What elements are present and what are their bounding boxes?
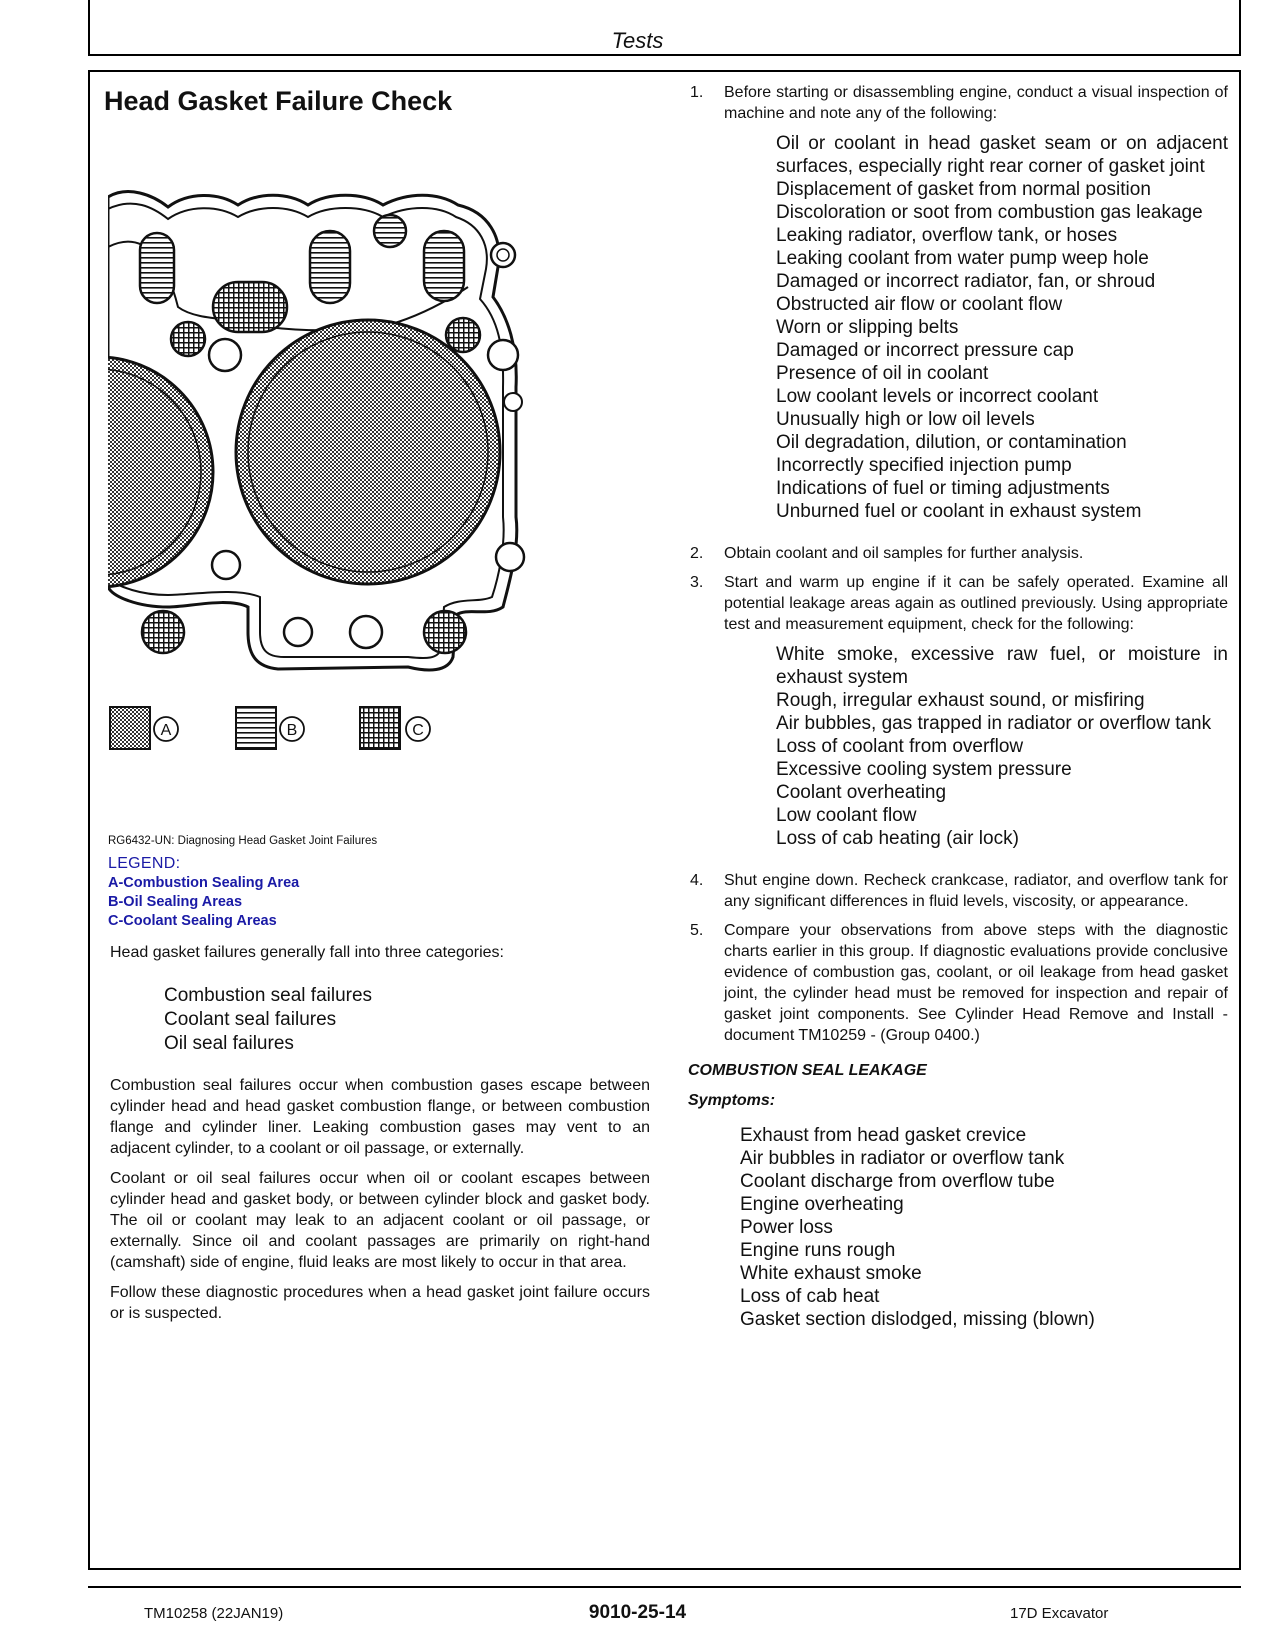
category-item: Coolant seal failures: [164, 1009, 337, 1030]
step-number: 2.: [690, 545, 704, 562]
checklist-item: Incorrectly specified injection pump: [776, 455, 1072, 476]
swatch-a: [110, 707, 178, 749]
swatch-c-label: C: [412, 722, 424, 739]
checklist-item: Indications of fuel or timing adjustments: [776, 478, 1110, 499]
symptom-item: Power loss: [740, 1217, 833, 1238]
step-2: [688, 543, 1228, 564]
checklist-item: Low coolant flow: [776, 805, 917, 826]
category-item: Combustion seal failures: [164, 985, 373, 1006]
step-number: 5.: [690, 922, 704, 939]
checklist-item: Unusually high or low oil levels: [776, 409, 1035, 430]
checklist-item: Unburned fuel or coolant in exhaust system: [776, 501, 1142, 522]
legend-item-b: B-Oil Sealing Areas: [108, 894, 243, 910]
step-text: Compare your observations from above steps with the diagnostic charts earlier in this group. If diagnostic evaluations provide conclusive evidence of combustion gas, coolant, or oil leakage from head gasket joint, the cylinder head must be removed for inspection and repair of gasket joint components. See Cylinder Head Remove and Install - document TM10259 - (Group 0400.): [724, 922, 1228, 1044]
symptom-item: Loss of cab heat: [740, 1286, 880, 1307]
combustion-seal-heading: COMBUSTION SEAL LEAKAGE: [688, 1062, 927, 1079]
footer-doc-id: TM10258 (22JAN19): [144, 1605, 284, 1622]
symptom-item: Air bubbles in radiator or overflow tank: [740, 1148, 1065, 1169]
checklist-item: Low coolant levels or incorrect coolant: [776, 386, 1099, 407]
checklist-item: Obstructed air flow or coolant flow: [776, 294, 1063, 315]
paragraph-coolant-oil: Coolant or oil seal failures occur when oil or coolant escapes between cylinder head and gasket body, or between cylinder block and gasket body. The oil or coolant may leak to an adjacent coolant or oil passage, or externally. Since oil and coolant passages are primarily on right-hand (camshaft) side of engine, fluid leaks are most likely to occur in that area.: [110, 1170, 650, 1271]
content-frame: [88, 70, 1241, 1570]
checklist-item: Oil degradation, dilution, or contamination: [776, 432, 1127, 453]
step-number: 1.: [690, 84, 704, 101]
symptom-item: Engine runs rough: [740, 1240, 896, 1261]
step-text: Shut engine down. Recheck crankcase, radiator, and overflow tank for any significant differences in fluid levels, viscosity, or appearance.: [724, 872, 1228, 910]
category-item: Oil seal failures: [164, 1033, 294, 1054]
page-title: Head Gasket Failure Check: [104, 86, 453, 116]
step-number: 3.: [690, 574, 704, 591]
step-5: [688, 920, 1228, 1046]
right-column: [688, 82, 1228, 1331]
checklist-item: Air bubbles, gas trapped in radiator or overflow tank: [776, 713, 1212, 734]
step-text: Start and warm up engine if it can be safely operated. Examine all potential leakage areas again as outlined previously. Using appropriate test and measurement equipment, check for the following:: [724, 574, 1228, 633]
legend: [108, 854, 299, 931]
category-list: [164, 984, 372, 1056]
step-text: Before starting or disassembling engine, conduct a visual inspection of machine and note any of the following:: [724, 84, 1228, 122]
symptom-list: [740, 1124, 1228, 1331]
checklist-item: Presence of oil in coolant: [776, 363, 989, 384]
checklist-item: Displacement of gasket from normal position: [776, 179, 1151, 200]
left-column: [104, 84, 659, 118]
swatch-b-label: B: [286, 722, 298, 739]
swatch-a-label: A: [160, 722, 172, 739]
step-1: [688, 82, 1228, 124]
checklist-item: Coolant overheating: [776, 782, 947, 803]
step-number: 4.: [690, 872, 704, 889]
footer-model: 17D Excavator: [1010, 1605, 1109, 1622]
symptom-item: Gasket section dislodged, missing (blown): [740, 1309, 1095, 1330]
step-3-checklist: [776, 643, 1228, 850]
footer-page-number: 9010-25-14: [588, 1602, 687, 1623]
symptom-item: White exhaust smoke: [740, 1263, 922, 1284]
checklist-item: Oil or coolant in head gasket seam or on adjacent surfaces, especially right rear corner of gasket joint: [776, 133, 1228, 177]
legend-item-c: C-Coolant Sealing Areas: [108, 913, 277, 929]
body-paragraphs: [110, 1075, 650, 1333]
checklist-item: White smoke, excessive raw fuel, or moisture in exhaust system: [776, 644, 1228, 688]
checklist-item: Loss of cab heating (air lock): [776, 828, 1019, 849]
paragraph-procedure: Follow these diagnostic procedures when a head gasket joint failure occurs or is suspected.: [110, 1284, 650, 1322]
step-list: [688, 82, 1228, 1046]
checklist-item: Leaking radiator, overflow tank, or hoses: [776, 225, 1118, 246]
checklist-item: Loss of coolant from overflow: [776, 736, 1024, 757]
checklist-item: Discoloration or soot from combustion gas leakage: [776, 202, 1203, 223]
symptom-item: Engine overheating: [740, 1194, 904, 1215]
step-1-checklist: [776, 132, 1228, 523]
legend-title: LEGEND:: [108, 855, 181, 872]
footer-rule: [88, 1586, 1241, 1588]
step-3: [688, 572, 1228, 635]
legend-item-a: A-Combustion Sealing Area: [108, 875, 300, 891]
checklist-item: Damaged or incorrect radiator, fan, or shroud: [776, 271, 1156, 292]
swatch-b: [236, 707, 304, 749]
checklist-item: Worn or slipping belts: [776, 317, 959, 338]
intro-text: Head gasket failures generally fall into three categories:: [110, 944, 504, 961]
symptom-item: Coolant discharge from overflow tube: [740, 1171, 1055, 1192]
checklist-item: Damaged or incorrect pressure cap: [776, 340, 1074, 361]
section-title: Tests: [611, 28, 664, 53]
symptoms-label: Symptoms:: [688, 1092, 776, 1109]
step-text: Obtain coolant and oil samples for further analysis.: [724, 545, 1084, 562]
checklist-item: Rough, irregular exhaust sound, or misfiring: [776, 690, 1145, 711]
swatch-c: [360, 707, 430, 749]
head-gasket-diagram: [108, 187, 528, 767]
step-4: [688, 870, 1228, 912]
checklist-item: Excessive cooling system pressure: [776, 759, 1072, 780]
figure-caption: RG6432-UN: Diagnosing Head Gasket Joint Failures: [108, 835, 378, 847]
paragraph-combustion: Combustion seal failures occur when combustion gases escape between cylinder head and head gasket combustion flange, or between combustion flange and cylinder liner. Leaking combustion gases may vent to an adjacent cylinder, to a coolant or oil passage, or externally.: [110, 1077, 650, 1157]
checklist-item: Leaking coolant from water pump weep hole: [776, 248, 1149, 269]
symptom-item: Exhaust from head gasket crevice: [740, 1125, 1027, 1146]
